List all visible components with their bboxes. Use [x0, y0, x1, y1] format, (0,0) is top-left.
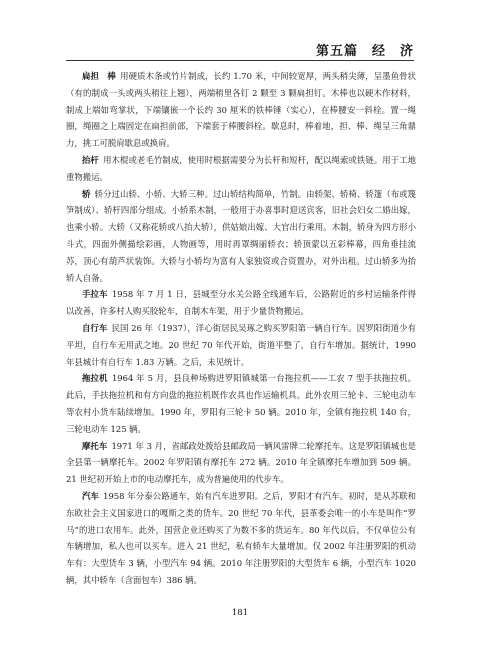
entry-term: 拖拉机 — [81, 373, 108, 384]
entry-text: 用木棍或老毛竹制成，使用时根据需要分为长杆和短杆，配以绳索或铁链。用于工地重物搬运。 — [66, 154, 416, 182]
entry-text: 民国 26 年（1937），洋心街居民吴琢之购买罗阳第一辆自行车。因罗阳街道少有平坦，自行车无用武之地。20 世纪 70 年代开始，街道平整了，自行车增加。据统计，1990 年县城计有自行车 1.83 万辆。之后，未见统计。 — [66, 322, 416, 367]
header-rule — [66, 60, 414, 61]
entry-term: 手拉车 — [81, 289, 108, 300]
entry-text: 1971 年 3 月，省邮政处拨给县邮政局一辆风雷牌二轮摩托车。这是罗阳镇城也是全县第一辆摩托车。2002 年罗阳镇有摩托车 272 辆。2010 年全镇摩托车增加到 509 辆。21 世纪初开始上市的电动摩托车，成为普遍使用的代步车。 — [66, 440, 416, 485]
entry-motuoche — [66, 438, 416, 488]
entry-term: 汽车 — [81, 490, 99, 501]
entry-zixingche — [66, 320, 416, 370]
entry-qiche — [66, 488, 416, 589]
entry-biandan-bang — [66, 68, 416, 152]
entry-text: 用硬质木条或竹片制成，长约 1.70 米，中间较宽厚，两头稍尖薄，呈墨鱼骨状（有的制成一头或两头稍往上翘），两端稍里各钉 2 颗至 3 颗扁担钉。木棒也以硬木作材料，制成上端如弯掌状，下端镶嵌一个长约 30 厘米的铁棒锤（实心），在棒腰安一斜栓。置一绳圈，绳圈之上端固定在扁担前部，下端套于棒腰斜栓。歇息时，棒着地，担、棒、绳呈三角鼎力，挑工可脱肩歇息或换肩。 — [66, 71, 416, 149]
entry-text: 1958 年 7 月 1 日，县城至分水关公路全线通车后，公路附近的乡村运输条件得以改善，许多村人购买胶轮车，自制木车架，用于少量货物搬运。 — [66, 289, 417, 317]
entry-term: 摩托车 — [81, 440, 108, 451]
running-header: 第五篇 经 济 — [315, 44, 414, 59]
entry-text: 轿分过山轿、小轿、大轿三种。过山轿结构简单，竹制。由轿架、轿椅、轿篷（布或篾笋制成）、轿杆四部分组成。小轿系木制，一般用于办喜事时迎送宾客，旧社会妇女二婚出嫁，也乘小轿。大轿（又称花轿或八抬大轿），供姑娘出嫁、大官出行乘用。木制，轿身为四方形小斗式，四面外侧描绘彩画，人物画等，用时再罩绸丽轿衣；轿顶蒙以五彩棒幕，四角垂挂流苏，顶心有葫芦状装饰。大轿与小轿均为富有人家独资或合资置办，对外出租。过山轿多为抬轿人自备。 — [66, 188, 417, 283]
entry-term: 自行车 — [81, 322, 108, 333]
entry-term: 轿 — [81, 188, 91, 199]
entry-term: 扁担 棒 — [81, 71, 116, 81]
page-body — [66, 68, 416, 589]
entry-taigan — [66, 152, 416, 186]
entry-text: 1964 年 5 月，县良种场购进罗阳镇城第一台拖拉机——工农 7 型手扶拖拉机。此后，手扶拖拉机和有方向盘的拖拉机既作农具也作运输机具。此外农用三轮卡、三轮电动车等农村小货车陆续增加。1990 年，罗阳有三轮卡 50 辆。2010 年，全镇有拖拉机 140 台，三轮电动车 125 辆。 — [66, 373, 417, 434]
entry-tuolaji — [66, 370, 416, 437]
entry-shoulache — [66, 286, 416, 320]
page-number: 181 — [231, 608, 249, 618]
entry-jiao — [66, 186, 416, 287]
entry-term: 抬杆 — [81, 154, 99, 165]
entry-text: 1958 年分泰公路通车，始有汽车进罗阳。之后，罗阳才有汽车。初时，是从苏联和东欧社会主义国家进口的嘎斯之类的货车。20 世纪 70 年代，县革委会唯一的小车是叫作“罗马”的进口农用车。此外，国营企业还购买了为数不多的货运车。80 年代以后，不仅单位公有车辆增加，私人也可以买车。进入 21 世纪，私有轿车大量增加。仅 2002 年注册罗阳的机动车有：大型货车 3 辆，小型汽车 94 辆。2010 年注册罗阳的大型货车 6 辆，小型汽车 1020 辆，其中轿车（含面包车）386 辆。 — [66, 490, 416, 585]
